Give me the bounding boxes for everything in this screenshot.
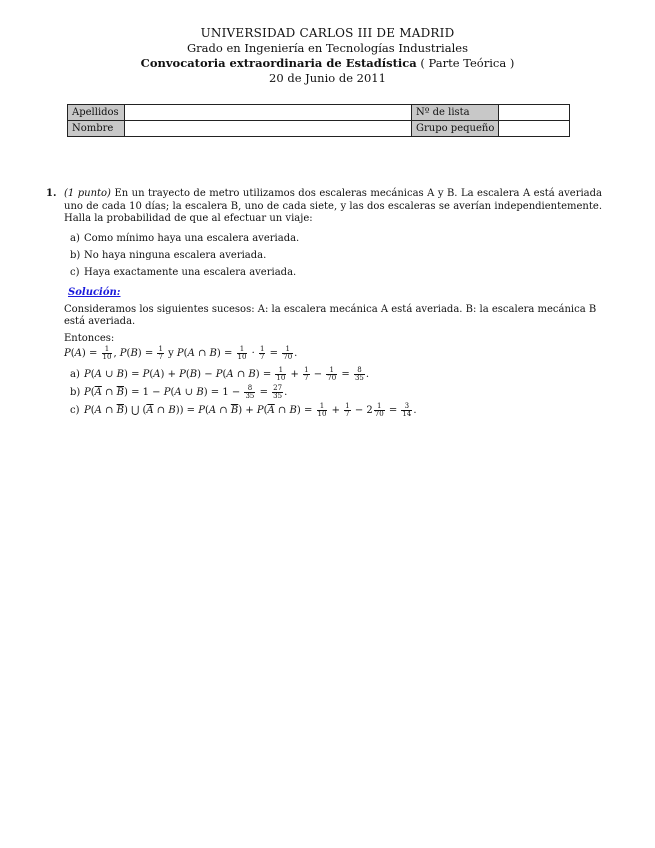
answer-marker: b) — [70, 386, 81, 398]
nombre-field[interactable] — [125, 121, 412, 137]
exam-title-line — [0, 56, 655, 71]
question-1 — [46, 188, 602, 421]
item-marker: b) — [70, 249, 81, 261]
item-text: No haya ninguna escalera averiada. — [84, 249, 267, 261]
apellidos-field[interactable] — [125, 105, 412, 121]
exam-date: 20 de Junio de 2011 — [269, 71, 386, 85]
apellidos-label: Apellidos — [68, 105, 125, 121]
solution-heading: Solución: — [68, 287, 121, 299]
exam-part: ( Parte Teórica ) — [420, 56, 515, 70]
item-marker: c) — [70, 266, 80, 278]
list-item — [70, 233, 602, 246]
solution-answers — [70, 367, 602, 418]
id-row-1 — [68, 105, 570, 121]
university-name: UNIVERSIDAD CARLOS III DE MADRID — [200, 26, 455, 40]
question-statement: En un trayecto de metro utilizamos dos escaleras mecánicas A y B. La escalera A está averiada uno de cada 10 días; la escalera B, uno de cada siete, y las dos escaleras se averían independientemente. Halla la probabilidad de que al efectuar un viaje: — [64, 188, 602, 225]
grupo-field[interactable] — [499, 121, 570, 137]
answer-b: b) $P(\overline{A}$ ∩ $\overline{B}) = 1 - P(A$ ∪ B) = 1 − $\frac{8}{35}$ = $\frac{27}{35}$ . — [70, 383, 288, 400]
degree-name: Grado en Ingeniería en Tecnologías Industriales — [187, 41, 468, 55]
answer-a: a) P(A ∪ B) = P(A) + P(B) − P(A ∩ B) = $\frac{1}{10}$ + $\frac{1}{7}$ − $\frac{1}{70}$ = $\frac{8}{35}$ . — [70, 365, 370, 382]
question-points: (1 punto) — [64, 188, 111, 199]
answer-marker: c) — [70, 404, 80, 416]
grupo-label: Grupo pequeño — [412, 121, 499, 137]
question-text — [64, 188, 602, 226]
prob-definitions: P(A) = $\frac{1}{10}$ , P(B) = $\frac{1}{7}$ y P(A ∩ B) = $\frac{1}{10}$ · $\frac{1}{7}$ = $\frac{1}{70}$ . — [64, 344, 298, 361]
lista-label: Nº de lista — [412, 105, 499, 121]
solution-body — [64, 304, 602, 418]
student-id-table — [67, 104, 570, 137]
question-items — [70, 233, 602, 280]
solution-entonces: Entonces: — [64, 333, 115, 345]
item-text: Haya exactamente una escalera averiada. — [84, 266, 297, 278]
item-marker: a) — [70, 232, 80, 244]
exam-title: Convocatoria extraordinaria de Estadística — [140, 56, 417, 70]
id-row-2 — [68, 121, 570, 137]
list-item — [70, 250, 602, 263]
solution-intro: Consideramos los siguientes sucesos: A: la escalera mecánica A está averiada. B: la escalera mecánica B está averiada. — [64, 303, 597, 328]
answer-marker: a) — [70, 368, 80, 380]
list-item — [70, 267, 602, 280]
lista-field[interactable] — [499, 105, 570, 121]
exam-header — [0, 26, 655, 86]
item-text: Como mínimo haya una escalera averiada. — [84, 232, 300, 244]
question-number: 1. — [46, 188, 57, 199]
answer-c: c) P(A ∩ $\overline{B}$) ⋃ ($\overline{A}$ ∩ B)) = P(A ∩ $\overline{B}) + P(\overline{A}$ ∩ B) = $\frac{1}{10}$ + $\frac{1}{7}$ − 2 $\frac{1}{70}$ = $\frac{3}{14}$ . — [70, 401, 417, 418]
nombre-label: Nombre — [68, 121, 125, 137]
